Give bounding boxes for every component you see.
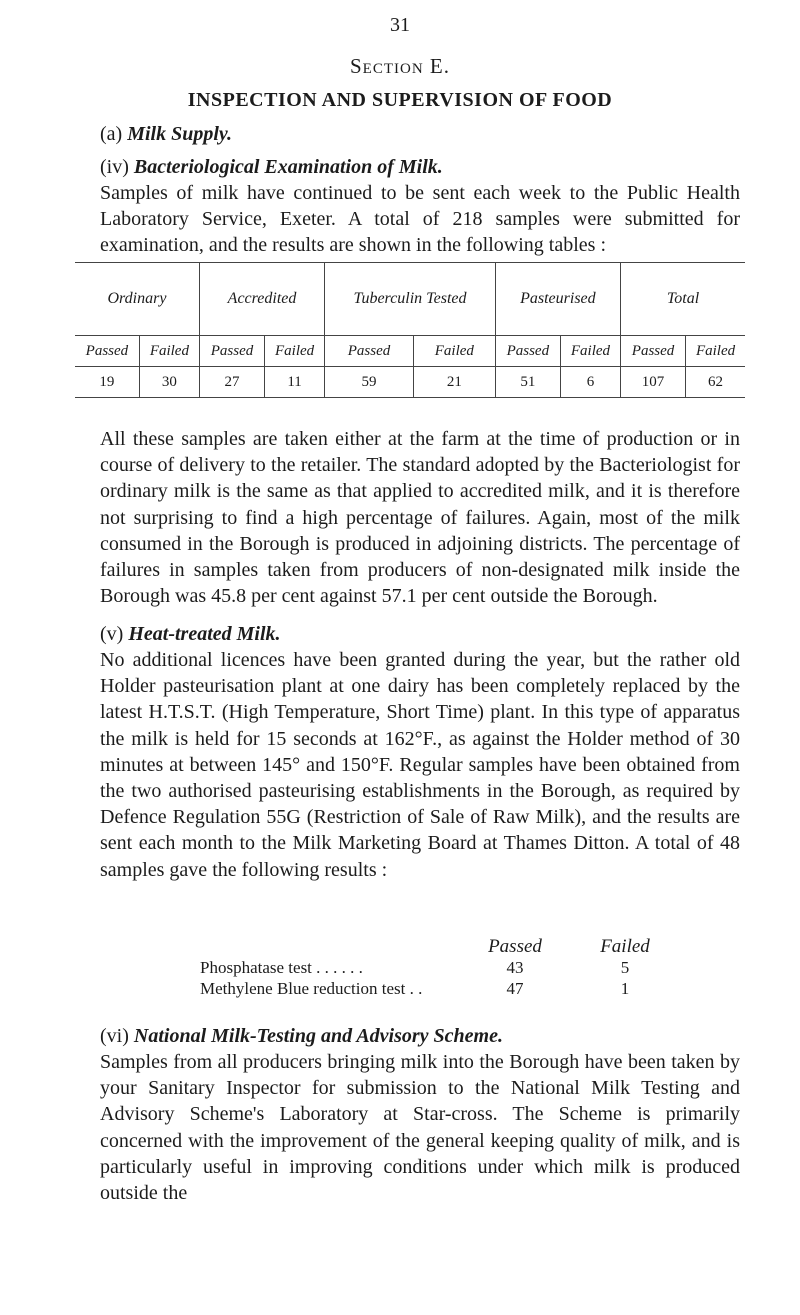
- table-cell: 62: [686, 367, 745, 398]
- col-header: Failed: [686, 336, 745, 367]
- col-header: Failed: [413, 336, 495, 367]
- table-cell: 11: [265, 367, 325, 398]
- section-label: Section E.: [350, 54, 450, 78]
- col-header-failed: Failed: [600, 936, 650, 957]
- test-name: Phosphatase test . . . . . .: [200, 958, 363, 977]
- subheading-a-number: (a): [100, 123, 123, 145]
- paragraph-iv-discussion: All these samples are taken either at the farm at the time of production or in course of delivery to the retailer. The standard adopted by the Bacteriologist for ordinary milk is the same as that applied to accredited milk, and it is therefore not surprising to find a high percentage of failures. Again, most of the milk consumed in the Borough is produced in adjoining districts. The percentage of failures in samples taken from producers of non-designated milk inside the Borough was 45.8 per cent against 57.1 per cent outside the Borough.: [100, 428, 740, 608]
- subheading-a: [100, 121, 232, 147]
- table-cell: 107: [620, 367, 685, 398]
- col-header-passed: Passed: [488, 936, 542, 957]
- page-number: 31: [390, 14, 410, 36]
- subheading-a-title: Milk Supply.: [127, 123, 233, 145]
- group-pasteurised: Pasteurised: [495, 263, 620, 336]
- table-cell: 51: [495, 367, 560, 398]
- subheading-iv-number: (iv): [100, 156, 129, 178]
- col-header: Passed: [199, 336, 264, 367]
- table-column-header-row: [75, 336, 745, 367]
- passed-count: 47: [506, 979, 524, 998]
- main-heading: INSPECTION AND SUPERVISION OF FOOD: [187, 89, 613, 111]
- paragraph-iv-intro: Samples of milk have continued to be sent each week to the Public Health Laboratory Service, Exeter. A total of 218 samples were submitted for examination, and the results are shown in the following tables :: [100, 182, 740, 257]
- bacteriological-results-table: [75, 262, 745, 398]
- group-ordinary: Ordinary: [75, 263, 199, 336]
- subheading-v-number: (v): [100, 623, 124, 645]
- col-header: Failed: [139, 336, 199, 367]
- group-tuberculin-tested: Tuberculin Tested: [325, 263, 496, 336]
- paragraph-vi: Samples from all producers bringing milk into the Borough have been taken by your Sanitary Inspector for submission to the National Milk Testing and Advisory Scheme's Laboratory at Star-cross. The Scheme is primarily concerned with the improvement of the general keeping quality of milk, and is particularly useful in improving conditions under which milk is produced outside the: [100, 1051, 740, 1205]
- subheading-vi: [100, 1023, 503, 1049]
- col-header: Failed: [560, 336, 620, 367]
- col-header: Passed: [495, 336, 560, 367]
- col-header: Passed: [75, 336, 139, 367]
- subheading-iv: [100, 154, 443, 180]
- table-cell: 6: [560, 367, 620, 398]
- table-group-header-row: [75, 263, 745, 336]
- col-header: Passed: [620, 336, 685, 367]
- col-header: Passed: [325, 336, 414, 367]
- failed-count: 5: [620, 958, 630, 977]
- table-cell: 19: [75, 367, 139, 398]
- subheading-vi-title: National Milk-Testing and Advisory Scheme.: [133, 1025, 503, 1047]
- col-header: Failed: [265, 336, 325, 367]
- subheading-vi-number: (vi): [100, 1025, 129, 1047]
- failed-count: 1: [620, 979, 630, 998]
- subheading-iv-title: Bacteriological Examination of Milk.: [133, 156, 443, 178]
- subheading-v: [100, 621, 281, 647]
- table-cell: 30: [139, 367, 199, 398]
- test-name: Methylene Blue reduction test . .: [200, 979, 423, 998]
- group-total: Total: [620, 263, 745, 336]
- table-row: [75, 367, 745, 398]
- subheading-v-title: Heat-treated Milk.: [128, 623, 281, 645]
- table-cell: 59: [325, 367, 414, 398]
- group-accredited: Accredited: [199, 263, 324, 336]
- paragraph-v: No additional licences have been granted during the year, but the rather old Holder pasteurisation plant at one dairy has been completely replaced by the latest H.T.S.T. (High Temperature, Short Time) plant. In this type of apparatus the milk is held for 15 seconds at 162°F., as against the Holder method of 30 minutes at between 145° and 150°F. Regular samples have been obtained from the two authorised pasteurising establishments in the Borough, as required by Defence Regulation 55G (Restriction of Sale of Raw Milk), and the results are sent each month to the Milk Marketing Board at Thames Ditton. A total of 48 samples gave the following results :: [100, 649, 740, 881]
- passed-count: 43: [506, 958, 524, 977]
- table-cell: 21: [413, 367, 495, 398]
- table-cell: 27: [199, 367, 264, 398]
